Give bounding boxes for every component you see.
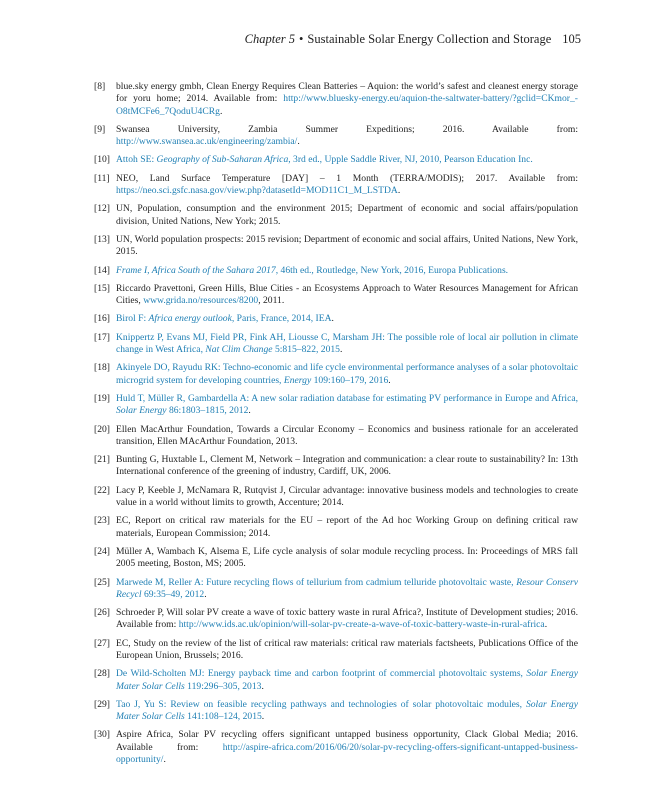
reference-italic-text: Energy — [283, 374, 312, 386]
reference-italic-text: Resour Conserv Recycl — [116, 576, 578, 600]
reference-entry — [94, 124, 578, 149]
reference-segment: Bunting G, Huxtable L, Clement M, Network – Integration and communication: a clear route to sustainability? In: 13th International conference of the greening of industry, Cardiff, UK, 2006. — [116, 454, 578, 478]
reference-segment: Ellen MacArthur Foundation, Towards a Circular Economy – Economics and business rationale for an accelerated transition, Ellen MAcArthur Foundation, 2013. — [116, 423, 578, 447]
reference-entry — [94, 699, 578, 724]
reference-text — [116, 546, 578, 571]
reference-segment: . — [339, 344, 343, 356]
reference-entry — [94, 668, 578, 693]
reference-segment: , Paris, France, 2014, IEA — [231, 313, 332, 325]
reference-segment: , 2011. — [258, 295, 285, 307]
reference-text[interactable] — [116, 393, 578, 418]
reference-text — [116, 203, 578, 228]
reference-entry — [94, 515, 578, 540]
reference-segment: . — [261, 711, 265, 723]
reference-segment: Knippertz P, Evans MJ, Field PR, Fink AH, Liousse C, Marsham JH: The possible role of local air pollution in climate change in West Africa, — [116, 331, 578, 356]
reference-segment: Schroeder P, Will solar PV create a wave of toxic battery waste in rural Africa?, Institute of Development studies; 2016. Available from: — [116, 607, 578, 631]
reference-number: [15] — [94, 282, 110, 294]
reference-number: [14] — [94, 264, 110, 276]
reference-number: [22] — [94, 484, 110, 496]
reference-entry — [94, 393, 578, 418]
reference-segment: Swansea University, Zambia Summer Expeditions; 2016. Available from: — [116, 123, 578, 135]
header-bullet: • — [299, 32, 304, 46]
reference-entry — [94, 485, 578, 510]
reference-segment: EC, Report on critical raw materials for the EU – report of the Ad hoc Working Group on defining critical raw materials, European Commission; 2014. — [116, 515, 578, 539]
reference-segment: , 3rd ed., Upple Saddle River, NJ, 2010, Pearson Education Inc. — [288, 154, 533, 166]
reference-text — [116, 515, 578, 540]
reference-number: [27] — [94, 637, 110, 649]
reference-segment: 5:815–822, 2015 — [272, 344, 340, 356]
reference-number: [23] — [94, 515, 110, 527]
reference-text[interactable] — [116, 577, 578, 602]
reference-segment: Birol F: — [116, 313, 149, 325]
reference-number: [12] — [94, 203, 110, 215]
reference-entry — [94, 154, 578, 166]
reference-italic-text: Nat Clim Change — [205, 344, 273, 356]
reference-segment: . — [219, 105, 223, 117]
reference-segment: Akinyele DO, Rayudu RK: Techno-economic and life cycle environmental performance analyses of a solar photovoltaic microgrid system for developing countries, — [116, 362, 578, 386]
reference-number: [17] — [94, 331, 110, 343]
reference-segment: . — [248, 405, 251, 417]
reference-number: [20] — [94, 423, 110, 435]
reference-segment: 119:296–305, 2013 — [184, 680, 262, 692]
reference-segment: . — [397, 185, 401, 197]
reference-text[interactable] — [116, 668, 578, 693]
reference-italic-text: Geography of Sub-Saharan Africa — [156, 154, 289, 166]
reference-segment: Müller A, Wambach K, Alsema E, Life cycle analysis of solar module recycling process. In: Proceedings of MRS fall 2005 meeting, Boston, MS; 2005. — [116, 545, 578, 570]
reference-italic-text: Solar Energy — [116, 405, 167, 417]
reference-entry — [94, 638, 578, 663]
reference-text — [116, 638, 578, 663]
reference-italic-text: Frame I, Africa South of the Sahara 2017 — [116, 264, 276, 276]
reference-entry — [94, 234, 578, 259]
reference-segment: UN, Population, consumption and the environment 2015; Department of economic and social affairs/population division, United Nations, New York; 2015. — [116, 203, 578, 227]
reference-number: [11] — [94, 172, 110, 184]
reference-number: [16] — [94, 313, 110, 325]
reference-number: [24] — [94, 545, 110, 557]
reference-segment: 69:35–49, 2012 — [141, 588, 205, 600]
reference-segment: . — [388, 374, 391, 386]
reference-segment: Marwede M, Reller A: Future recycling flows of tellurium from cadmium telluride photovoltaic waste, — [116, 576, 517, 588]
reference-text[interactable] — [116, 313, 578, 325]
reference-entry — [94, 332, 578, 357]
reference-url-link[interactable]: www.grida.no/resources/8200 — [143, 295, 259, 307]
reference-url-link[interactable]: http://www.bluesky-energy.eu/aquion-the-saltwater-battery/?gclid=CKmor_-O8tMCFe6_7QoduU4CRg — [116, 93, 578, 117]
chapter-label: Chapter 5 — [244, 32, 296, 46]
reference-segment: Attoh SE: — [116, 154, 157, 166]
reference-text[interactable] — [116, 154, 578, 166]
reference-segment: NEO, Land Surface Temperature [DAY] – 1 Month (TERRA/MODIS); 2017. Available from: — [116, 172, 578, 184]
reference-text — [116, 454, 578, 479]
reference-segment: 86:1803–1815, 2012 — [166, 405, 249, 417]
page-number: 105 — [562, 32, 581, 46]
reference-segment: Aspire Africa, Solar PV recycling offers significant untapped business opportunity, Clack Global Media; 2016. Available from: — [116, 729, 578, 753]
reference-segment: , 46th ed., Routledge, New York, 2016, Europa Publications. — [275, 264, 509, 276]
reference-entry — [94, 607, 578, 632]
reference-text — [116, 729, 578, 766]
reference-segment: Huld T, Müller R, Gambardella A: A new solar radiation database for estimating PV performance in Europe and Africa, — [116, 392, 578, 404]
reference-list — [94, 81, 578, 772]
reference-entry — [94, 546, 578, 571]
reference-number: [28] — [94, 668, 110, 680]
reference-text — [116, 234, 578, 259]
reference-number: [25] — [94, 576, 110, 588]
reference-segment: . — [297, 136, 300, 148]
reference-entry — [94, 313, 578, 325]
reference-text — [116, 424, 578, 449]
reference-number: [26] — [94, 607, 110, 619]
reference-number: [30] — [94, 729, 110, 741]
reference-text[interactable] — [116, 699, 578, 724]
reference-url-link[interactable]: https://neo.sci.gsfc.nasa.gov/view.php?datasetId=MOD11C1_M_LSTDA — [116, 185, 398, 197]
reference-italic-text: Africa energy outlook — [148, 313, 232, 325]
running-header — [115, 32, 581, 50]
reference-number: [9] — [94, 123, 106, 135]
reference-segment: UN, World population prospects: 2015 revision; Department of economic and social affairs, United Nations, New York, 2015. — [116, 233, 578, 258]
reference-text[interactable] — [116, 362, 578, 387]
reference-number: [18] — [94, 362, 110, 374]
reference-entry — [94, 577, 578, 602]
reference-number: [29] — [94, 698, 110, 710]
reference-segment: . — [331, 313, 334, 325]
reference-italic-text: Solar Energy Mater Solar Cells — [116, 698, 578, 723]
reference-segment: . — [261, 680, 264, 692]
reference-text[interactable] — [116, 265, 578, 277]
reference-entry — [94, 81, 578, 118]
reference-text — [116, 607, 578, 632]
reference-url-link[interactable]: http://www.swansea.ac.uk/engineering/zambia/ — [116, 136, 298, 148]
reference-segment: EC, Study on the review of the list of critical raw materials: critical raw materials factsheets, Publications Office of the European Union, Brussels; 2016. — [116, 637, 578, 661]
reference-entry — [94, 424, 578, 449]
reference-text — [116, 81, 578, 118]
reference-segment: . — [163, 754, 166, 766]
reference-entry — [94, 729, 578, 766]
reference-entry — [94, 283, 578, 308]
reference-number: [8] — [94, 81, 106, 92]
reference-segment: . — [204, 588, 207, 600]
reference-segment: Riccardo Pravettoni, Green Hills, Blue Cities - an Ecosystems Approach to Water Resources Management for African Cities, — [116, 282, 578, 307]
reference-url-link[interactable]: http://aspire-africa.com/2016/06/20/solar-pv-recycling-offers-significant-untapped-business-opportunity/ — [116, 741, 578, 766]
reference-entry — [94, 454, 578, 479]
reference-segment: 141:108–124, 2015 — [184, 711, 262, 723]
reference-number: [13] — [94, 233, 110, 245]
reference-number: [19] — [94, 392, 110, 404]
reference-text[interactable] — [116, 332, 578, 357]
reference-entry — [94, 362, 578, 387]
reference-entry — [94, 265, 578, 277]
reference-entry — [94, 173, 578, 198]
reference-text — [116, 485, 578, 510]
reference-segment: 109:160–179, 2016 — [311, 374, 389, 386]
reference-url-link[interactable]: http://www.ids.ac.uk/opinion/will-solar-pv-create-a-wave-of-toxic-battery-waste-in-rural-africa — [178, 619, 545, 631]
reference-italic-text: Solar Energy Mater Solar Cells — [116, 668, 578, 692]
reference-segment: . — [544, 619, 548, 631]
reference-text — [116, 173, 578, 198]
reference-segment: Lacy P, Keeble J, McNamara R, Rutqvist J, Circular advantage: innovative business models and technologies to create value in a world without limits to growth, Accenture; 2014. — [116, 484, 578, 509]
chapter-title: Sustainable Solar Energy Collection and Storage — [307, 32, 552, 46]
reference-segment: blue.sky energy gmbh, Clean Energy Requires Clean Batteries – Aquion: the world’s safest and cleanest energy storage for yoru home; 2014. Available from: — [116, 81, 578, 105]
reference-segment: Tao J, Yu S: Review on feasible recycling pathways and technologies of solar photovoltaic modules, — [116, 698, 526, 710]
reference-segment: De Wild-Scholten MJ: Energy payback time and carbon footprint of commercial photovoltaic systems, — [116, 668, 527, 680]
reference-number: [21] — [94, 454, 110, 466]
reference-number: [10] — [94, 154, 110, 166]
reference-text — [116, 283, 578, 308]
reference-entry — [94, 203, 578, 228]
reference-text — [116, 124, 578, 149]
